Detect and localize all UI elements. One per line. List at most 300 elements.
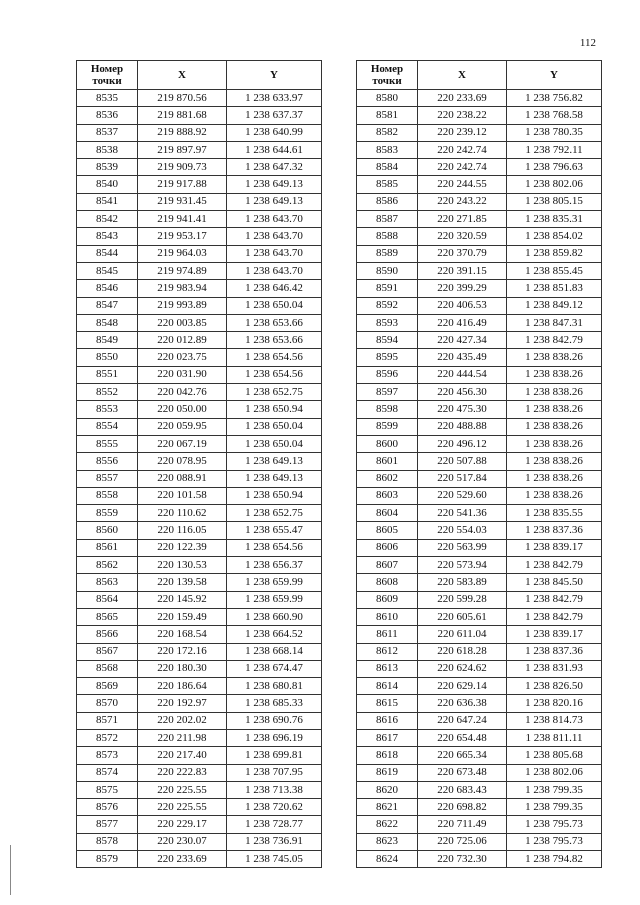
point-number-cell: 8544 [77, 245, 138, 262]
y-cell: 1 238 756.82 [507, 90, 602, 107]
x-cell: 219 870.56 [138, 90, 227, 107]
y-cell: 1 238 650.04 [227, 418, 322, 435]
y-cell: 1 238 851.83 [507, 280, 602, 297]
table-row [77, 505, 322, 522]
x-cell: 220 159.49 [138, 608, 227, 625]
table-row [357, 401, 602, 418]
x-cell: 220 101.58 [138, 487, 227, 504]
x-cell: 220 003.85 [138, 314, 227, 331]
point-number-cell: 8573 [77, 747, 138, 764]
y-cell: 1 238 842.79 [507, 608, 602, 625]
point-number-cell: 8590 [357, 262, 418, 279]
y-cell: 1 238 837.36 [507, 643, 602, 660]
y-cell: 1 238 838.26 [507, 470, 602, 487]
table-row [77, 245, 322, 262]
point-number-cell: 8615 [357, 695, 418, 712]
x-cell: 219 909.73 [138, 159, 227, 176]
header-number-line1: Номер [90, 63, 124, 75]
x-cell: 220 599.28 [418, 591, 507, 608]
y-cell: 1 238 799.35 [507, 799, 602, 816]
y-cell: 1 238 713.38 [227, 781, 322, 798]
x-cell: 220 067.19 [138, 435, 227, 452]
point-number-cell: 8572 [77, 729, 138, 746]
x-cell: 220 698.82 [418, 799, 507, 816]
x-cell: 219 881.68 [138, 107, 227, 124]
table-row [77, 816, 322, 833]
y-cell: 1 238 839.17 [507, 626, 602, 643]
y-cell: 1 238 745.05 [227, 851, 322, 868]
x-cell: 220 624.62 [418, 660, 507, 677]
point-number-cell: 8612 [357, 643, 418, 660]
point-number-cell: 8583 [357, 141, 418, 158]
table-body-right [357, 90, 602, 868]
x-cell: 220 110.62 [138, 505, 227, 522]
x-cell: 219 888.92 [138, 124, 227, 141]
point-number-cell: 8593 [357, 314, 418, 331]
x-cell: 220 554.03 [418, 522, 507, 539]
y-cell: 1 238 805.68 [507, 747, 602, 764]
table-row [77, 384, 322, 401]
y-cell: 1 238 650.94 [227, 487, 322, 504]
y-cell: 1 238 643.70 [227, 245, 322, 262]
table-row [77, 332, 322, 349]
point-number-cell: 8559 [77, 505, 138, 522]
x-cell: 219 941.41 [138, 211, 227, 228]
table-row [77, 764, 322, 781]
x-cell: 220 456.30 [418, 384, 507, 401]
point-number-cell: 8617 [357, 729, 418, 746]
point-number-cell: 8546 [77, 280, 138, 297]
table-row [77, 781, 322, 798]
x-cell: 219 983.94 [138, 280, 227, 297]
table-row [77, 141, 322, 158]
x-cell: 220 517.84 [418, 470, 507, 487]
y-cell: 1 238 799.35 [507, 781, 602, 798]
point-number-cell: 8596 [357, 366, 418, 383]
point-number-cell: 8563 [77, 574, 138, 591]
table-row [357, 176, 602, 193]
y-cell: 1 238 640.99 [227, 124, 322, 141]
point-number-cell: 8574 [77, 764, 138, 781]
x-cell: 220 088.91 [138, 470, 227, 487]
point-number-cell: 8587 [357, 211, 418, 228]
y-cell: 1 238 668.14 [227, 643, 322, 660]
table-row [357, 193, 602, 210]
x-cell: 220 229.17 [138, 816, 227, 833]
table-row [357, 366, 602, 383]
table-row [357, 591, 602, 608]
y-cell: 1 238 643.70 [227, 228, 322, 245]
point-number-cell: 8614 [357, 678, 418, 695]
point-number-cell: 8579 [77, 851, 138, 868]
table-row [357, 159, 602, 176]
y-cell: 1 238 780.35 [507, 124, 602, 141]
x-cell: 220 168.54 [138, 626, 227, 643]
x-cell: 220 496.12 [418, 435, 507, 452]
table-row [77, 159, 322, 176]
table-row [357, 505, 602, 522]
table-row [77, 678, 322, 695]
point-number-cell: 8567 [77, 643, 138, 660]
table-row [77, 712, 322, 729]
y-cell: 1 238 685.33 [227, 695, 322, 712]
point-number-cell: 8543 [77, 228, 138, 245]
x-cell: 220 130.53 [138, 557, 227, 574]
table-row [357, 660, 602, 677]
table-row [357, 816, 602, 833]
x-cell: 220 488.88 [418, 418, 507, 435]
x-cell: 220 172.16 [138, 643, 227, 660]
point-number-cell: 8623 [357, 833, 418, 850]
y-cell: 1 238 849.12 [507, 297, 602, 314]
point-number-cell: 8561 [77, 539, 138, 556]
point-number-cell: 8554 [77, 418, 138, 435]
x-cell: 220 427.34 [418, 332, 507, 349]
table-row [357, 522, 602, 539]
y-cell: 1 238 664.52 [227, 626, 322, 643]
table-row [357, 833, 602, 850]
point-number-cell: 8566 [77, 626, 138, 643]
x-cell: 220 122.39 [138, 539, 227, 556]
y-cell: 1 238 838.26 [507, 418, 602, 435]
header-number-line2: точки [92, 75, 122, 87]
x-cell: 220 320.59 [418, 228, 507, 245]
x-cell: 220 050.00 [138, 401, 227, 418]
table-row [77, 418, 322, 435]
x-cell: 220 233.69 [418, 90, 507, 107]
y-cell: 1 238 674.47 [227, 660, 322, 677]
table-body-left [77, 90, 322, 868]
point-number-cell: 8608 [357, 574, 418, 591]
table-row [357, 781, 602, 798]
point-number-cell: 8582 [357, 124, 418, 141]
y-cell: 1 238 707.95 [227, 764, 322, 781]
x-cell: 220 435.49 [418, 349, 507, 366]
x-cell: 220 563.99 [418, 539, 507, 556]
coordinates-table-left [76, 60, 322, 868]
y-cell: 1 238 653.66 [227, 332, 322, 349]
point-number-cell: 8591 [357, 280, 418, 297]
x-cell: 220 370.79 [418, 245, 507, 262]
x-cell: 220 629.14 [418, 678, 507, 695]
point-number-cell: 8609 [357, 591, 418, 608]
x-cell: 220 139.58 [138, 574, 227, 591]
x-cell: 219 964.03 [138, 245, 227, 262]
y-cell: 1 238 690.76 [227, 712, 322, 729]
header-x: X [138, 61, 227, 90]
point-number-cell: 8603 [357, 487, 418, 504]
table-row [357, 124, 602, 141]
y-cell: 1 238 837.36 [507, 522, 602, 539]
point-number-cell: 8594 [357, 332, 418, 349]
y-cell: 1 238 838.26 [507, 453, 602, 470]
y-cell: 1 238 643.70 [227, 262, 322, 279]
x-cell: 220 225.55 [138, 781, 227, 798]
point-number-cell: 8600 [357, 435, 418, 452]
table-row [77, 228, 322, 245]
table-row [357, 574, 602, 591]
x-cell: 219 931.45 [138, 193, 227, 210]
point-number-cell: 8547 [77, 297, 138, 314]
y-cell: 1 238 820.16 [507, 695, 602, 712]
point-number-cell: 8564 [77, 591, 138, 608]
point-number-cell: 8557 [77, 470, 138, 487]
y-cell: 1 238 792.11 [507, 141, 602, 158]
y-cell: 1 238 835.55 [507, 505, 602, 522]
x-cell: 220 078.95 [138, 453, 227, 470]
point-number-cell: 8618 [357, 747, 418, 764]
x-cell: 219 897.97 [138, 141, 227, 158]
table-row [357, 332, 602, 349]
point-number-cell: 8552 [77, 384, 138, 401]
table-row [357, 608, 602, 625]
x-cell: 220 618.28 [418, 643, 507, 660]
table-row [77, 557, 322, 574]
point-number-cell: 8571 [77, 712, 138, 729]
y-cell: 1 238 699.81 [227, 747, 322, 764]
y-cell: 1 238 859.82 [507, 245, 602, 262]
table-row [357, 487, 602, 504]
point-number-cell: 8586 [357, 193, 418, 210]
x-cell: 220 116.05 [138, 522, 227, 539]
header-y: Y [227, 61, 322, 90]
y-cell: 1 238 811.11 [507, 729, 602, 746]
point-number-cell: 8585 [357, 176, 418, 193]
point-number-cell: 8588 [357, 228, 418, 245]
y-cell: 1 238 649.13 [227, 470, 322, 487]
point-number-cell: 8589 [357, 245, 418, 262]
x-cell: 220 230.07 [138, 833, 227, 850]
table-row [77, 90, 322, 107]
y-cell: 1 238 643.70 [227, 211, 322, 228]
point-number-cell: 8602 [357, 470, 418, 487]
point-number-cell: 8560 [77, 522, 138, 539]
y-cell: 1 238 838.26 [507, 401, 602, 418]
point-number-cell: 8619 [357, 764, 418, 781]
x-cell: 220 647.24 [418, 712, 507, 729]
point-number-cell: 8577 [77, 816, 138, 833]
table-row [77, 487, 322, 504]
y-cell: 1 238 650.04 [227, 297, 322, 314]
y-cell: 1 238 768.58 [507, 107, 602, 124]
point-number-cell: 8607 [357, 557, 418, 574]
y-cell: 1 238 653.66 [227, 314, 322, 331]
table-row [357, 695, 602, 712]
y-cell: 1 238 633.97 [227, 90, 322, 107]
table-row [357, 418, 602, 435]
x-cell: 220 242.74 [418, 159, 507, 176]
table-row [77, 574, 322, 591]
point-number-cell: 8568 [77, 660, 138, 677]
table-row [77, 401, 322, 418]
table-row [77, 280, 322, 297]
x-cell: 220 444.54 [418, 366, 507, 383]
y-cell: 1 238 696.19 [227, 729, 322, 746]
point-number-cell: 8569 [77, 678, 138, 695]
x-cell: 220 239.12 [418, 124, 507, 141]
y-cell: 1 238 795.73 [507, 833, 602, 850]
point-number-cell: 8606 [357, 539, 418, 556]
point-number-cell: 8610 [357, 608, 418, 625]
table-row [77, 453, 322, 470]
y-cell: 1 238 838.26 [507, 349, 602, 366]
x-cell: 220 186.64 [138, 678, 227, 695]
table-row [77, 297, 322, 314]
point-number-cell: 8562 [77, 557, 138, 574]
x-cell: 220 145.92 [138, 591, 227, 608]
table-row [357, 678, 602, 695]
y-cell: 1 238 652.75 [227, 505, 322, 522]
y-cell: 1 238 652.75 [227, 384, 322, 401]
table-row [357, 90, 602, 107]
table-row [357, 747, 602, 764]
y-cell: 1 238 646.42 [227, 280, 322, 297]
table-row [357, 211, 602, 228]
point-number-cell: 8624 [357, 851, 418, 868]
table-row [357, 453, 602, 470]
header-y: Y [507, 61, 602, 90]
x-cell: 220 507.88 [418, 453, 507, 470]
table-row [357, 384, 602, 401]
x-cell: 220 416.49 [418, 314, 507, 331]
point-number-cell: 8599 [357, 418, 418, 435]
table-row [357, 799, 602, 816]
x-cell: 219 974.89 [138, 262, 227, 279]
table-row [357, 557, 602, 574]
table-row [77, 349, 322, 366]
point-number-cell: 8621 [357, 799, 418, 816]
y-cell: 1 238 654.56 [227, 349, 322, 366]
point-number-cell: 8595 [357, 349, 418, 366]
x-cell: 220 222.83 [138, 764, 227, 781]
point-number-cell: 8616 [357, 712, 418, 729]
table-row [77, 851, 322, 868]
table-row [77, 643, 322, 660]
table-row [77, 695, 322, 712]
y-cell: 1 238 842.79 [507, 557, 602, 574]
y-cell: 1 238 795.73 [507, 816, 602, 833]
x-cell: 220 059.95 [138, 418, 227, 435]
y-cell: 1 238 649.13 [227, 176, 322, 193]
y-cell: 1 238 838.26 [507, 487, 602, 504]
x-cell: 220 238.22 [418, 107, 507, 124]
x-cell: 220 180.30 [138, 660, 227, 677]
y-cell: 1 238 831.93 [507, 660, 602, 677]
table-row [77, 626, 322, 643]
table-row [77, 262, 322, 279]
table-row [77, 193, 322, 210]
y-cell: 1 238 839.17 [507, 539, 602, 556]
table-row [357, 228, 602, 245]
x-cell: 220 242.74 [418, 141, 507, 158]
x-cell: 220 541.36 [418, 505, 507, 522]
y-cell: 1 238 842.79 [507, 332, 602, 349]
y-cell: 1 238 720.62 [227, 799, 322, 816]
point-number-cell: 8538 [77, 141, 138, 158]
point-number-cell: 8540 [77, 176, 138, 193]
y-cell: 1 238 659.99 [227, 574, 322, 591]
y-cell: 1 238 802.06 [507, 176, 602, 193]
header-x: X [418, 61, 507, 90]
y-cell: 1 238 644.61 [227, 141, 322, 158]
table-row [357, 245, 602, 262]
y-cell: 1 238 802.06 [507, 764, 602, 781]
y-cell: 1 238 847.31 [507, 314, 602, 331]
y-cell: 1 238 835.31 [507, 211, 602, 228]
table-row [77, 591, 322, 608]
y-cell: 1 238 814.73 [507, 712, 602, 729]
point-number-cell: 8597 [357, 384, 418, 401]
table-row [77, 107, 322, 124]
point-number-cell: 8611 [357, 626, 418, 643]
x-cell: 220 244.55 [418, 176, 507, 193]
point-number-cell: 8550 [77, 349, 138, 366]
point-number-cell: 8578 [77, 833, 138, 850]
y-cell: 1 238 654.56 [227, 539, 322, 556]
y-cell: 1 238 794.82 [507, 851, 602, 868]
x-cell: 220 031.90 [138, 366, 227, 383]
y-cell: 1 238 838.26 [507, 435, 602, 452]
point-number-cell: 8622 [357, 816, 418, 833]
y-cell: 1 238 650.94 [227, 401, 322, 418]
x-cell: 219 953.17 [138, 228, 227, 245]
header-number-line1: Номер [370, 63, 404, 75]
y-cell: 1 238 838.26 [507, 366, 602, 383]
point-number-cell: 8581 [357, 107, 418, 124]
y-cell: 1 238 838.26 [507, 384, 602, 401]
y-cell: 1 238 647.32 [227, 159, 322, 176]
point-number-cell: 8592 [357, 297, 418, 314]
table-row [77, 729, 322, 746]
table-row [357, 729, 602, 746]
y-cell: 1 238 680.81 [227, 678, 322, 695]
table-row [357, 435, 602, 452]
table-row [77, 124, 322, 141]
x-cell: 220 654.48 [418, 729, 507, 746]
table-row [357, 297, 602, 314]
table-row [77, 176, 322, 193]
table-row [77, 366, 322, 383]
x-cell: 219 993.89 [138, 297, 227, 314]
point-number-cell: 8601 [357, 453, 418, 470]
table-row [77, 314, 322, 331]
y-cell: 1 238 656.37 [227, 557, 322, 574]
x-cell: 220 217.40 [138, 747, 227, 764]
x-cell: 220 605.61 [418, 608, 507, 625]
y-cell: 1 238 845.50 [507, 574, 602, 591]
table-header-row [77, 61, 322, 90]
x-cell: 220 192.97 [138, 695, 227, 712]
y-cell: 1 238 805.15 [507, 193, 602, 210]
point-number-cell: 8620 [357, 781, 418, 798]
point-number-cell: 8565 [77, 608, 138, 625]
table-row [357, 470, 602, 487]
x-cell: 220 012.89 [138, 332, 227, 349]
x-cell: 220 665.34 [418, 747, 507, 764]
point-number-cell: 8548 [77, 314, 138, 331]
point-number-cell: 8551 [77, 366, 138, 383]
x-cell: 219 917.88 [138, 176, 227, 193]
point-number-cell: 8542 [77, 211, 138, 228]
header-point-number [77, 61, 138, 90]
x-cell: 220 211.98 [138, 729, 227, 746]
table-row [77, 522, 322, 539]
x-cell: 220 202.02 [138, 712, 227, 729]
x-cell: 220 023.75 [138, 349, 227, 366]
point-number-cell: 8558 [77, 487, 138, 504]
point-number-cell: 8549 [77, 332, 138, 349]
x-cell: 220 399.29 [418, 280, 507, 297]
